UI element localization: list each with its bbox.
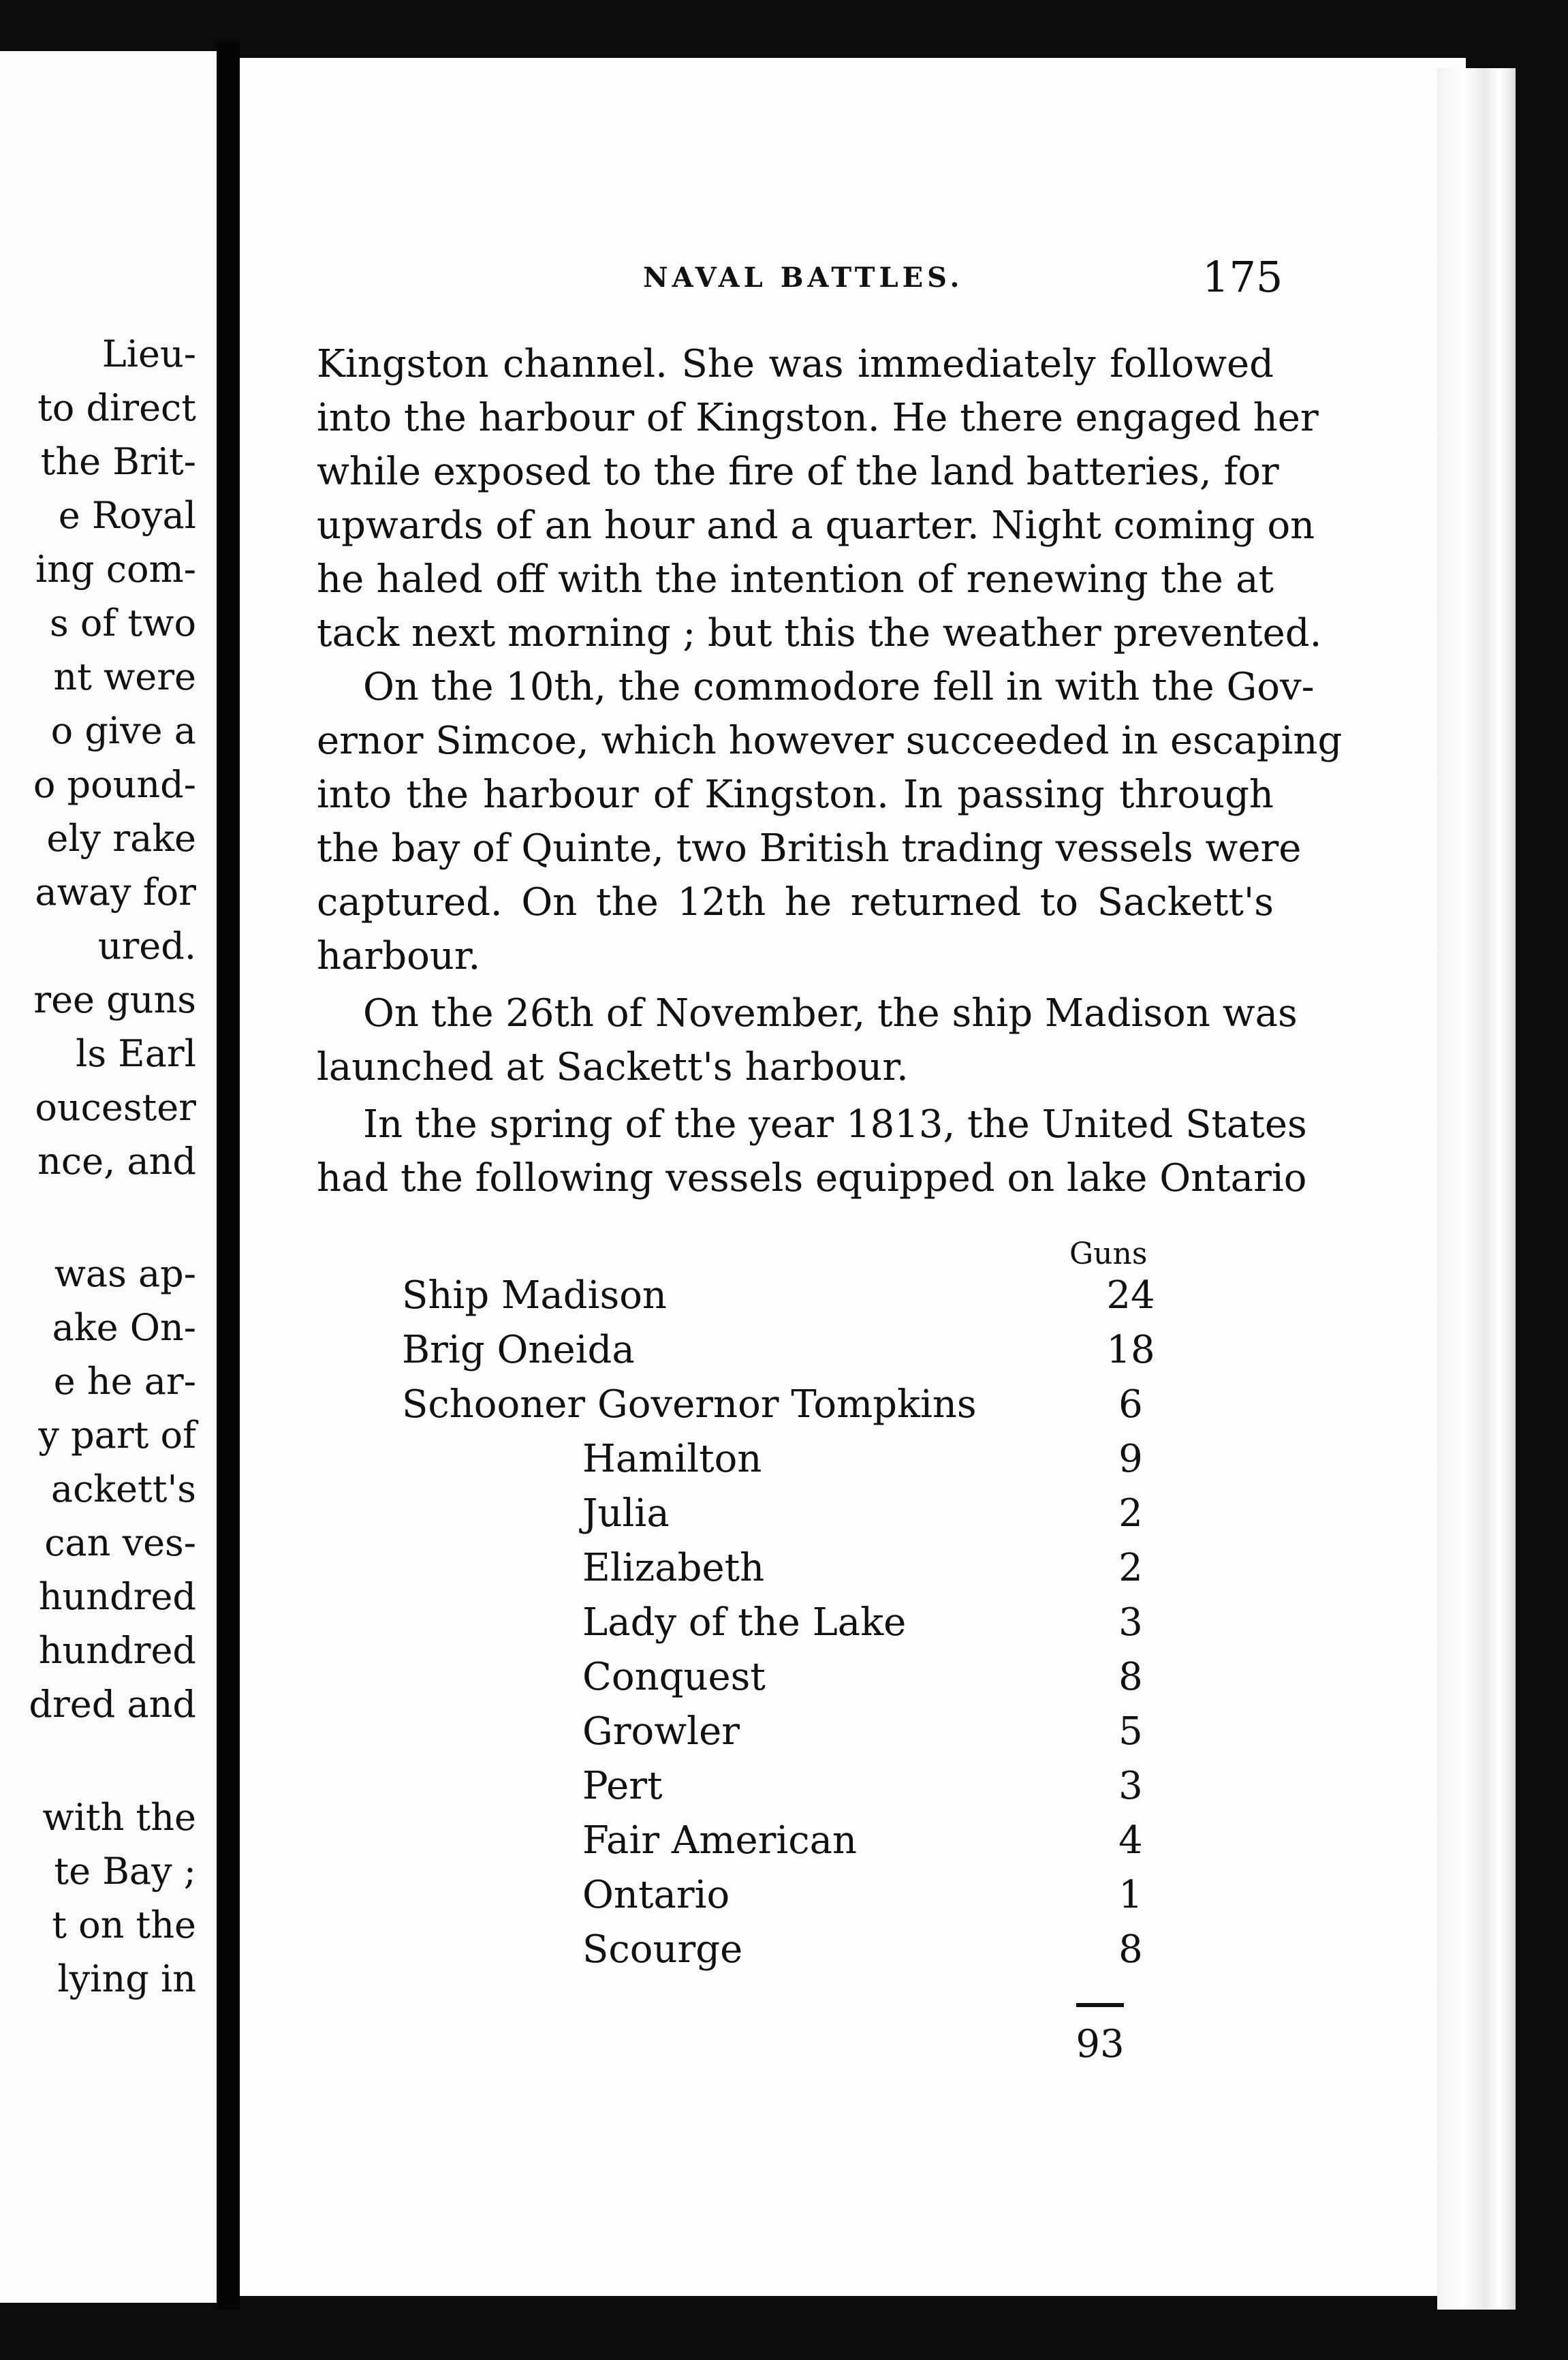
- vessel-guns: 1: [1118, 1873, 1143, 1917]
- vessel-name: Hamilton: [582, 1437, 762, 1481]
- left-line: ree guns: [33, 978, 196, 1021]
- left-line: dred and: [29, 1683, 196, 1726]
- vessel-guns: 4: [1118, 1818, 1143, 1863]
- vessel-guns: 2: [1118, 1546, 1143, 1590]
- left-line: hundred: [38, 1629, 196, 1672]
- left-line: away for: [35, 871, 196, 914]
- left-line: ured.: [97, 925, 196, 967]
- text-line: upwards of an hour and a quarter. Night coming on: [317, 503, 1315, 548]
- text-line: while exposed to the fire of the land batteries, for: [317, 450, 1279, 494]
- vessel-name: Growler: [582, 1709, 740, 1754]
- left-line: ls Earl: [76, 1032, 196, 1075]
- left-line: o pound-: [33, 763, 196, 806]
- left-line: s of two: [50, 602, 196, 645]
- table-row: [402, 1378, 1219, 1432]
- vessel-guns: 8: [1118, 1927, 1143, 1972]
- vessel-name: Ontario: [582, 1873, 730, 1917]
- vessel-guns: 5: [1118, 1709, 1143, 1754]
- vessel-guns: 8: [1118, 1655, 1143, 1699]
- guns-column-header: Guns: [1069, 1237, 1148, 1271]
- left-line: ackett's: [50, 1468, 196, 1510]
- vessel-guns: 18: [1106, 1328, 1155, 1372]
- guns-total: 93: [1076, 2022, 1125, 2066]
- vessel-guns: 3: [1118, 1600, 1143, 1645]
- table-row: [402, 1541, 1219, 1596]
- text-line: tack next morning ; but this the weather prevented.: [317, 611, 1322, 655]
- left-line: o give a: [50, 709, 196, 752]
- text-line: into the harbour of Kingston. In passing through: [317, 773, 1274, 817]
- left-line: can ves-: [44, 1521, 196, 1564]
- text-line: On the 26th of November, the ship Madison was: [363, 991, 1298, 1036]
- vessel-name: Ship Madison: [402, 1273, 667, 1318]
- vessel-guns: 9: [1118, 1437, 1143, 1481]
- text-line: into the harbour of Kingston. He there engaged her: [317, 396, 1319, 440]
- table-row: [402, 1868, 1219, 1923]
- left-line: e Royal: [58, 494, 196, 537]
- left-line: the Brit-: [40, 440, 196, 483]
- table-row: [402, 1705, 1219, 1759]
- vessel-guns: 3: [1118, 1764, 1143, 1808]
- vessel-name: Fair American: [582, 1818, 858, 1863]
- table-row: [402, 1814, 1219, 1868]
- table-row: [402, 1487, 1219, 1541]
- vessel-name: Conquest: [582, 1655, 766, 1699]
- left-line: Lieu-: [101, 332, 196, 375]
- text-line: captured. On the 12th he returned to Sackett's: [317, 880, 1274, 925]
- table-row: [402, 1759, 1219, 1814]
- vessel-name: Schooner Governor Tompkins: [402, 1382, 977, 1427]
- text-line: In the spring of the year 1813, the United States: [363, 1102, 1307, 1147]
- vessel-guns: 24: [1106, 1273, 1155, 1318]
- book-gutter: [217, 41, 240, 2310]
- vessel-name: Elizabeth: [582, 1546, 765, 1590]
- page-number: 175: [1202, 252, 1283, 302]
- vessel-name: Lady of the Lake: [582, 1600, 907, 1645]
- left-page: [0, 51, 217, 2303]
- table-row: [402, 1923, 1219, 1977]
- table-row: [402, 1269, 1219, 1323]
- vessel-name: Julia: [582, 1491, 670, 1536]
- left-line: nt were: [53, 655, 196, 698]
- text-line: ernor Simcoe, which however succeeded in escaping: [317, 719, 1343, 763]
- text-line: launched at Sackett's harbour.: [317, 1045, 909, 1089]
- left-line: with the: [42, 1796, 196, 1839]
- left-line: ely rake: [46, 817, 196, 860]
- left-line: ake On-: [52, 1306, 196, 1349]
- vessel-name: Brig Oneida: [402, 1328, 635, 1372]
- text-line: On the 10th, the commodore fell in with the Gov-: [363, 665, 1315, 709]
- table-row: [402, 1323, 1219, 1378]
- text-line: Kingston channel. She was immediately followed: [317, 342, 1274, 386]
- left-line: nce, and: [37, 1140, 196, 1183]
- left-line: te Bay ;: [54, 1850, 196, 1893]
- running-head: NAVAL BATTLES.: [643, 262, 964, 294]
- text-line: harbour.: [317, 934, 481, 978]
- left-line: t on the: [52, 1904, 196, 1946]
- left-line: lying in: [57, 1957, 196, 2000]
- left-line: y part of: [38, 1414, 196, 1457]
- text-line: he haled off with the intention of renewing the at: [317, 557, 1274, 602]
- vessel-name: Pert: [582, 1764, 663, 1808]
- text-line: had the following vessels equipped on lake Ontario: [317, 1156, 1307, 1200]
- left-line: e he ar-: [53, 1360, 196, 1403]
- table-row: [402, 1596, 1219, 1650]
- left-line: hundred: [38, 1575, 196, 1618]
- left-line: to direct: [37, 386, 196, 429]
- left-line: ing com-: [35, 548, 196, 591]
- vessel-guns: 2: [1118, 1491, 1143, 1536]
- table-row: [402, 1650, 1219, 1705]
- text-line: the bay of Quinte, two British trading vessels were: [317, 826, 1302, 871]
- vessel-guns: 6: [1118, 1382, 1143, 1427]
- left-line: was ap-: [54, 1252, 196, 1295]
- total-rule: [1076, 2003, 1124, 2007]
- page-edge: [1437, 68, 1516, 2310]
- left-line: oucester: [35, 1086, 196, 1129]
- table-row: [402, 1432, 1219, 1487]
- vessel-name: Scourge: [582, 1927, 743, 1972]
